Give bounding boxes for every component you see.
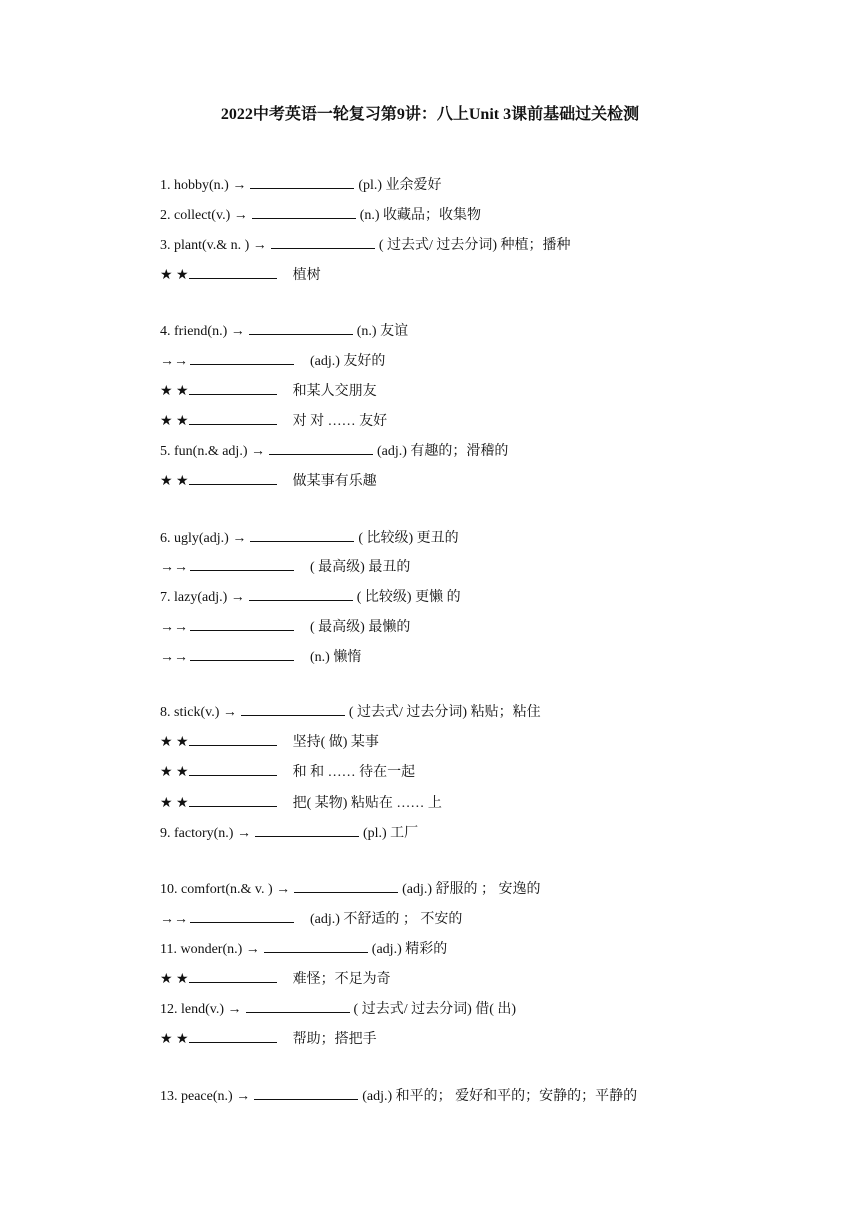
phrase-hint: 把( 某物) 粘贴在 …… 上: [292, 796, 442, 811]
word-hint: (adj.) 和平的； 爱好和平的；安静的；平静的: [362, 1089, 638, 1104]
answer-blank[interactable]: [271, 235, 375, 249]
answer-blank[interactable]: [246, 999, 350, 1013]
word-prompt: 1. hobby(n.) →: [160, 178, 247, 193]
arrow-marker: →→: [160, 560, 188, 575]
word-prompt: 10. comfort(n.& v. ) →: [160, 882, 291, 897]
answer-blank[interactable]: [254, 1086, 358, 1100]
exercise-line: [160, 647, 361, 667]
answer-blank[interactable]: [190, 647, 294, 661]
exercise-line: [160, 411, 387, 431]
exercise-line: [160, 441, 508, 461]
exercise-line: [160, 909, 462, 929]
answer-blank[interactable]: [190, 351, 294, 365]
answer-blank[interactable]: [241, 702, 345, 716]
word-hint: (adj.) 有趣的；滑稽的: [376, 444, 509, 459]
phrase-hint: 难怪；不足为奇: [292, 972, 391, 987]
exercise-line: [160, 205, 481, 225]
phrase-hint: 帮助；搭把手: [292, 1032, 377, 1047]
star-marker-icon: ★ ★: [160, 474, 189, 489]
answer-blank[interactable]: [269, 441, 373, 455]
word-prompt: 11. wonder(n.) →: [160, 942, 260, 957]
star-marker-icon: ★ ★: [160, 268, 189, 283]
word-hint: (n.) 懒惰: [310, 650, 362, 665]
answer-blank[interactable]: [190, 557, 294, 571]
exercise-line: [160, 969, 391, 989]
word-hint: ( 过去式/ 过去分词) 种植；播种: [378, 238, 571, 253]
word-hint: ( 最高级) 最丑的: [310, 560, 411, 575]
answer-blank[interactable]: [249, 587, 353, 601]
star-marker-icon: ★ ★: [160, 765, 189, 780]
exercise-line: [160, 351, 385, 371]
exercise-line: [160, 702, 541, 722]
word-prompt: 5. fun(n.& adj.) →: [160, 444, 265, 459]
arrow-marker: →→: [160, 620, 188, 635]
phrase-hint: 坚持( 做) 某事: [292, 735, 379, 750]
answer-blank[interactable]: [190, 617, 294, 631]
phrase-hint: 对 对 …… 友好: [292, 414, 388, 429]
word-hint: (n.) 友谊: [356, 324, 409, 339]
exercise-line: [160, 381, 377, 401]
word-hint: ( 比较级) 更丑的: [358, 531, 459, 546]
exercise-line: [160, 471, 377, 491]
exercise-line: [160, 999, 516, 1019]
phrase-blank[interactable]: [189, 762, 277, 776]
word-hint: (pl.) 业余爱好: [358, 178, 442, 193]
answer-blank[interactable]: [250, 175, 354, 189]
word-hint: ( 最高级) 最懒的: [310, 620, 411, 635]
exercise-line: [160, 528, 459, 548]
word-hint: (adj.) 友好的: [310, 354, 386, 369]
star-marker-icon: ★ ★: [160, 796, 189, 811]
exercise-line: [160, 793, 442, 813]
word-prompt: 4. friend(n.) →: [160, 324, 245, 339]
exercise-line: [160, 879, 541, 899]
exercise-line: [160, 587, 461, 607]
exercise-line: [160, 557, 410, 577]
phrase-blank[interactable]: [189, 411, 277, 425]
word-hint: (adj.) 精彩的: [371, 942, 448, 957]
word-hint: (pl.) 工厂: [362, 826, 419, 841]
star-marker-icon: ★ ★: [160, 735, 189, 750]
word-hint: (adj.) 舒服的 ； 安逸的: [402, 882, 541, 897]
word-hint: ( 过去式/ 过去分词) 借( 出): [353, 1002, 517, 1017]
arrow-marker: →→: [160, 912, 188, 927]
phrase-blank[interactable]: [189, 793, 277, 807]
arrow-marker: →→: [160, 354, 188, 369]
exercise-line: [160, 235, 571, 255]
phrase-hint: 和 和 …… 待在一起: [292, 765, 416, 780]
answer-blank[interactable]: [190, 909, 294, 923]
answer-blank[interactable]: [264, 939, 368, 953]
star-marker-icon: ★ ★: [160, 1032, 189, 1047]
word-prompt: 2. collect(v.) →: [160, 208, 248, 223]
answer-blank[interactable]: [294, 879, 398, 893]
word-hint: ( 过去式/ 过去分词) 粘贴；粘住: [348, 705, 541, 720]
star-marker-icon: ★ ★: [160, 972, 189, 987]
word-hint: (n.) 收藏品；收集物: [359, 208, 482, 223]
word-prompt: 3. plant(v.& n. ) →: [160, 238, 267, 253]
exercise-line: [160, 175, 442, 195]
phrase-blank[interactable]: [189, 732, 277, 746]
arrow-marker: →→: [160, 650, 188, 665]
exercise-line: [160, 732, 379, 752]
exercise-line: [160, 1029, 377, 1049]
phrase-hint: 做某事有乐趣: [292, 474, 377, 489]
star-marker-icon: ★ ★: [160, 384, 189, 399]
phrase-hint: 和某人交朋友: [292, 384, 377, 399]
answer-blank[interactable]: [249, 321, 353, 335]
phrase-hint: 植树: [292, 268, 321, 283]
exercise-line: [160, 617, 410, 637]
word-prompt: 7. lazy(adj.) →: [160, 590, 245, 605]
word-prompt: 9. factory(n.) →: [160, 826, 251, 841]
exercise-line: [160, 939, 447, 959]
star-marker-icon: ★ ★: [160, 414, 189, 429]
answer-blank[interactable]: [250, 528, 354, 542]
exercise-line: [160, 823, 418, 843]
page-title: 2022中考英语一轮复习第9讲：八上Unit 3课前基础过关检测: [220, 106, 640, 123]
word-hint: (adj.) 不舒适的 ； 不安的: [310, 912, 463, 927]
exercise-line: [160, 265, 321, 285]
answer-blank[interactable]: [255, 823, 359, 837]
exercise-line: [160, 321, 408, 341]
answer-blank[interactable]: [252, 205, 356, 219]
phrase-blank[interactable]: [189, 969, 277, 983]
phrase-blank[interactable]: [189, 1029, 277, 1043]
word-prompt: 12. lend(v.) →: [160, 1002, 242, 1017]
word-prompt: 6. ugly(adj.) →: [160, 531, 247, 546]
exercise-line: [160, 762, 415, 782]
phrase-blank[interactable]: [189, 265, 277, 279]
word-prompt: 8. stick(v.) →: [160, 705, 237, 720]
word-hint: ( 比较级) 更懒 的: [356, 590, 461, 605]
phrase-blank[interactable]: [189, 381, 277, 395]
phrase-blank[interactable]: [189, 471, 277, 485]
exercise-line: [160, 1086, 637, 1106]
word-prompt: 13. peace(n.) →: [160, 1089, 251, 1104]
